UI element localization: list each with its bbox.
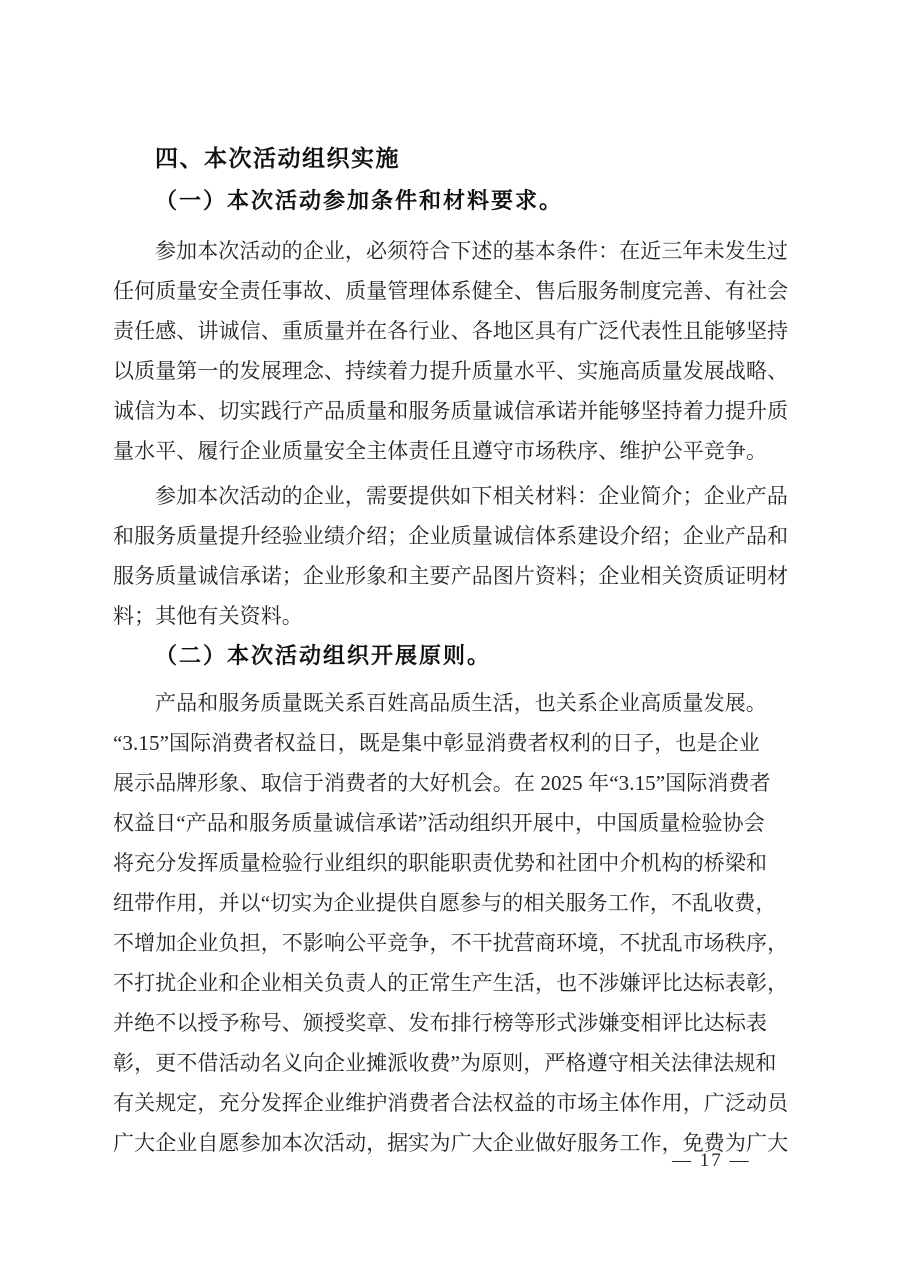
text-line: 纽带作用，并以“切实为企业提供自愿参与的相关服务工作，不乱收费， bbox=[113, 891, 777, 915]
text-line: 产品和服务质量既关系百姓高品质生活，也关系企业高质量发展。 bbox=[155, 691, 767, 715]
text-line: “3.15”国际消费者权益日，既是集中彰显消费者权利的日子，也是企业 bbox=[113, 731, 760, 755]
text-line: 展示品牌形象、取信于消费者的大好机会。在 2025 年“3.15”国际消费者 bbox=[113, 771, 771, 795]
paragraph-conditions bbox=[113, 231, 790, 471]
text-line: 参加本次活动的企业，必须符合下述的基本条件：在近三年未发生过 bbox=[155, 239, 788, 263]
subsection-2-heading: （二）本次活动组织开展原则。 bbox=[155, 643, 492, 668]
paragraph-principles bbox=[113, 683, 790, 1163]
text-line: 责任感、讲诚信、重质量并在各行业、各地区具有广泛代表性且能够坚持 bbox=[113, 319, 789, 343]
paragraph-materials bbox=[113, 476, 790, 636]
text-line: 量水平、履行企业质量安全主体责任且遵守市场秩序、维护公平竞争。 bbox=[113, 439, 768, 463]
text-line: 料；其他有关资料。 bbox=[113, 604, 303, 628]
page-number: — 17 — bbox=[672, 1150, 751, 1171]
subsection-1-heading: （一）本次活动参加条件和材料要求。 bbox=[155, 188, 564, 213]
text-line: 彰，更不借活动名义向企业摊派收费”为原则，严格遵守相关法律法规和 bbox=[113, 1051, 777, 1075]
text-line: 广大企业自愿参加本次活动，据实为广大企业做好服务工作，免费为广大 bbox=[113, 1131, 789, 1155]
text-line: 并绝不以授予称号、颁授奖章、发布排行榜等形式涉嫌变相评比达标表 bbox=[113, 1011, 768, 1035]
text-line: 权益日“产品和服务质量诚信承诺”活动组织开展中，中国质量检验协会 bbox=[113, 811, 765, 835]
text-line: 服务质量诚信承诺；企业形象和主要产品图片资料；企业相关资质证明材 bbox=[113, 564, 789, 588]
text-line: 不增加企业负担，不影响公平竞争，不干扰营商环境，不扰乱市场秩序， bbox=[113, 931, 789, 955]
text-line: 诚信为本、切实践行产品质量和服务质量诚信承诺并能够坚持着力提升质 bbox=[113, 399, 789, 423]
text-line: 任何质量安全责任事故、质量管理体系健全、售后服务制度完善、有社会 bbox=[113, 279, 789, 303]
text-line: 有关规定，充分发挥企业维护消费者合法权益的市场主体作用，广泛动员 bbox=[113, 1091, 789, 1115]
text-line: 不打扰企业和企业相关负责人的正常生产生活，也不涉嫌评比达标表彰， bbox=[113, 971, 789, 995]
text-line: 以质量第一的发展理念、持续着力提升质量水平、实施高质量发展战略、 bbox=[113, 359, 789, 383]
section-heading: 四、本次活动组织实施 bbox=[155, 145, 400, 171]
text-line: 将充分发挥质量检验行业组织的职能职责优势和社团中介机构的桥梁和 bbox=[113, 851, 768, 875]
text-line: 参加本次活动的企业，需要提供如下相关材料：企业简介；企业产品 bbox=[155, 484, 788, 508]
document-content bbox=[113, 143, 790, 1168]
text-line: 和服务质量提升经验业绩介绍；企业质量诚信体系建设介绍；企业产品和 bbox=[113, 524, 789, 548]
